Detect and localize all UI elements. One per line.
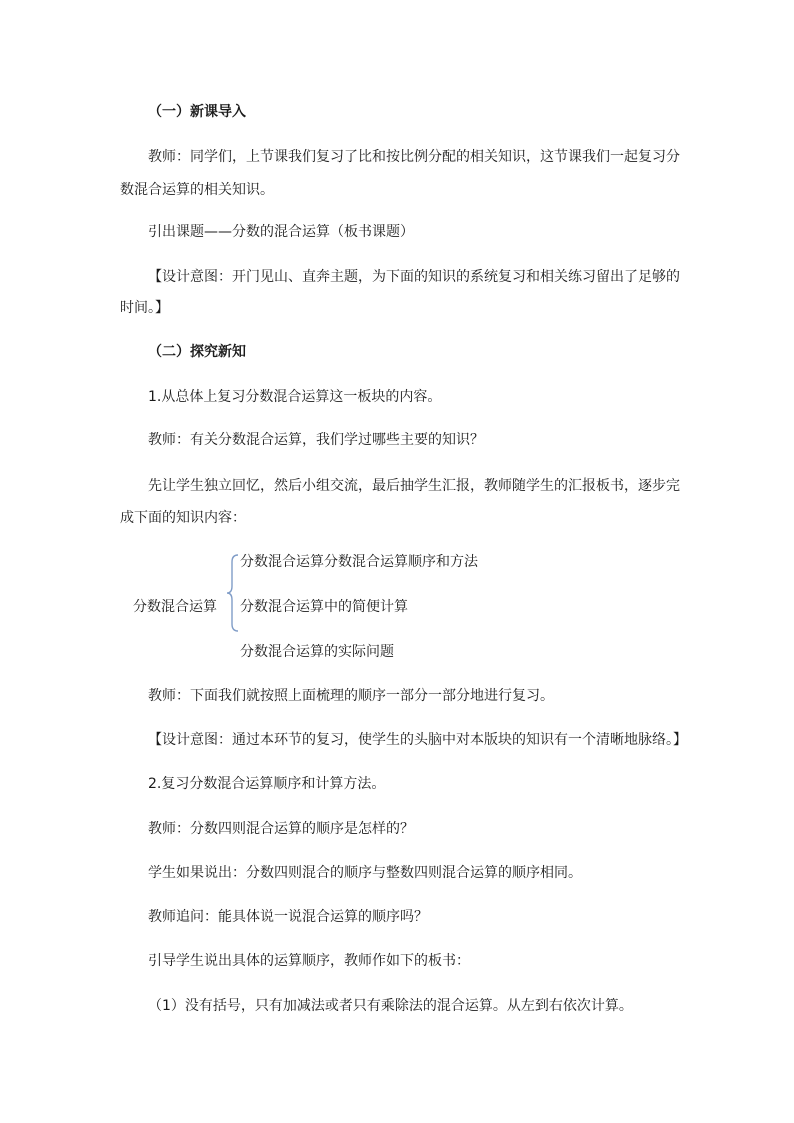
teacher-order-question: 教师：分数四则混合运算的顺序是怎样的？ [148, 821, 414, 837]
teacher-intro-line2: 数混合运算的相关知识。 [120, 182, 274, 198]
design-intent2: 【设计意图：通过本环节的复习，使学生的头脑中对本版块的知识有一个清晰地脉络。】 [148, 732, 687, 748]
teacher-followup: 教师追问：能具体说一说混合运算的顺序吗？ [148, 909, 428, 925]
design-intent-line2: 时间。】 [120, 300, 169, 316]
student-answer: 学生如果说出：分数四则混合的顺序与整数四则混合运算的顺序相同。 [148, 865, 582, 881]
teacher-intro-line1: 教师：同学们，上节课我们复习了比和按比例分配的相关知识，这节课我们一起复习分 [148, 149, 680, 165]
diagram-branch-3: 分数混合运算的实际问题 [240, 644, 394, 660]
process-line1: 先让学生独立回忆，然后小组交流，最后抽学生汇报，教师随学生的汇报板书，逐步完 [148, 478, 680, 494]
section1-heading: （一）新课导入 [148, 104, 246, 120]
teacher-next: 教师：下面我们就按照上面梳理的顺序一部分一部分地进行复习。 [148, 688, 554, 704]
item1-title: 1.从总体上复习分数混合运算这一板块的内容。 [148, 389, 442, 405]
brace-icon [226, 554, 240, 632]
process-line2: 成下面的知识内容： [120, 510, 246, 526]
rule-1: （1）没有括号，只有加减法或者只有乘除法的混合运算。从左到右依次计算。 [148, 998, 633, 1014]
guide-line: 引导学生说出具体的运算顺序，教师作如下的板书： [148, 953, 470, 969]
teacher-question: 教师：有关分数混合运算，我们学过哪些主要的知识？ [148, 432, 484, 448]
design-intent-line1: 【设计意图：开门见山、直奔主题，为下面的知识的系统复习和相关练习留出了足够的 [148, 269, 680, 285]
diagram-branch-2: 分数混合运算中的简便计算 [240, 599, 408, 615]
diagram-root: 分数混合运算 [133, 599, 217, 615]
item2-title: 2.复习分数混合运算顺序和计算方法。 [148, 776, 386, 792]
diagram-branch-1: 分数混合运算分数混合运算顺序和方法 [240, 554, 478, 570]
section2-heading: （二）探究新知 [148, 344, 246, 360]
topic-line: 引出课题——分数的混合运算（板书课题） [148, 224, 414, 240]
